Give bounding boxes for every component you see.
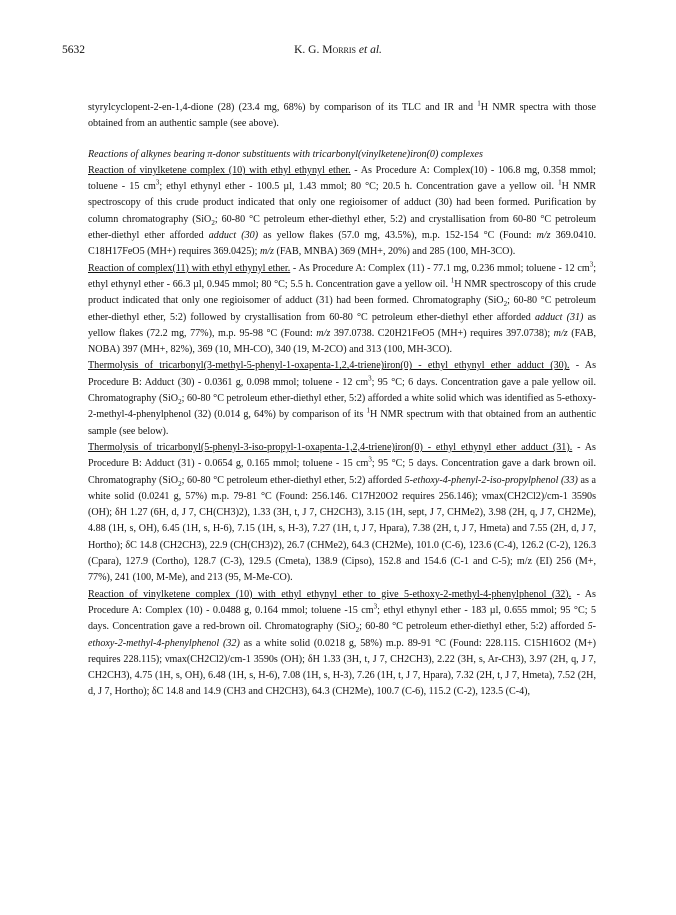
- superscript: 3: [155, 178, 160, 187]
- subscript: 2: [503, 300, 508, 309]
- text-run: H NMR spectrum with that obtained from an authentic sample (see below).: [88, 409, 596, 437]
- paragraph-thermolysis-30: [88, 358, 596, 439]
- page-number: 5632: [62, 44, 85, 56]
- text-run: H NMR spectroscopy of this crude product indicated that only one regioisomer of adduct (30) had been formed. Purification by column chromatography (SiO: [88, 181, 596, 225]
- text-run: ; 60-80 °C petroleum ether-diethyl ether, 5:2) afforded a white solid which was identified as 5-ethoxy-2-methyl-4-phenylphenol (32) (0.014 g, 64%) by comparison of its: [88, 393, 597, 421]
- text-run: - As Procedure A: Complex (11) - 77.1 mg, 0.236 mmol; toluene - 12 cm: [290, 262, 590, 274]
- italic-run: m/z: [553, 327, 568, 339]
- running-head: [62, 44, 614, 56]
- text-run: - As Procedure B: Adduct (30) - 0.0361 g, 0.098 mmol; toluene - 12 cm: [88, 360, 596, 388]
- text-run: ; 60-80 °C petroleum ether-diethyl ether, 5:2) followed by crystallisation from 60-80 °C petroleum ether-diethyl ether afforded: [88, 295, 596, 323]
- text-run: - As Procedure A: Complex (10) - 0.0488 g, 0.164 mmol; toluene -15 cm: [88, 588, 596, 616]
- italic-run: adduct (30): [208, 230, 259, 242]
- text-run: H NMR spectroscopy of this crude product indicated that only one regioisomer of adduct (31) had been formed. Chromatography (SiO: [88, 278, 596, 307]
- superscript: 1: [558, 178, 562, 187]
- text-run: as a white solid (0.0218 g, 58%) m.p. 89-91 °C (Found: 228.115. C15H16O2 (M+) requires 228.115); νmax(CH2Cl2)/cm-1 3590s (OH); δH 1.33 (3H, t, J 7, CH2CH3), 2.22 (3H, s, Ar-CH3), 3.97 (2H, q, J 7, CH2CH3), 4.75 (1H, s, OH), 6.48 (1H, s, H-6), 7.08 (1H, s, H-3), 7.26 (1H, t, J 7, Hpara), 7.32 (2H, t, J 7, Hmeta), 7.52 (2H, d, J 7, Hortho); δC 14.8 and 14.9 (CH3 and CH2CH3), 64.3 (CH2Me), 100.7 (C-6), 115.2 (C-2), 123.5 (C-4),: [88, 637, 596, 698]
- spacer: [88, 133, 596, 147]
- subscript: 2: [355, 626, 360, 635]
- paragraph-phenol-32: [88, 587, 596, 701]
- text-run: as yellow flakes (72.2 mg, 77%), m.p. 95-98 °C (Found:: [88, 311, 596, 339]
- paragraph-title: Thermolysis of tricarbonyl(3-methyl-5-phenyl-1-oxapenta-1,2,4-triene)iron(0) - ethyl ethynyl ether adduct (30).: [88, 360, 570, 372]
- subscript: 2: [178, 479, 182, 488]
- superscript: 3: [368, 455, 372, 464]
- italic-run: 5-ethoxy-2-methyl-4-phenylphenol (32): [88, 621, 597, 649]
- italic-run: m/z: [536, 230, 551, 242]
- italic-run: m/z: [316, 327, 331, 339]
- subscript: 2: [178, 398, 182, 407]
- paragraph-title: Reaction of vinylketene complex (10) with ethyl ethynyl ether.: [88, 164, 351, 176]
- superscript: 3: [368, 374, 372, 383]
- text-run: - As Procedure A: Complex(10) - 106.8 mg, 0.358 mmol; toluene - 15 cm: [88, 164, 596, 193]
- italic-run: m/z: [259, 246, 274, 258]
- paragraph-title: Reaction of complex(11) with ethyl ethynyl ether.: [88, 262, 291, 274]
- text-run: styrylcyclopent-2-en-1,4-dione (28) (23.4 mg, 68%) by comparison of its TLC and IR and: [88, 102, 478, 113]
- text-run: ; 95 °C; 5 days. Concentration gave a dark brown oil. Chromatography (SiO: [88, 458, 596, 486]
- superscript: 1: [366, 406, 370, 415]
- italic-run: 5-ethoxy-4-phenyl-2-iso-propylphenol (33): [404, 474, 578, 486]
- article-body: [88, 100, 596, 701]
- text-run: - As Procedure B: Adduct (31) - 0.0654 g, 0.165 mmol; toluene - 15 cm: [88, 441, 596, 470]
- subscript: 2: [211, 218, 215, 227]
- text-run: ; ethyl ethynyl ether - 66.3 µl, 0.945 mmol; 80 °C; 5.5 h. Concentration gave a yellow oil.: [88, 262, 596, 290]
- superscript: 3: [589, 260, 594, 269]
- text-run: 369.0410. C18H17FeO5 (MH+) requires 369.0425);: [88, 230, 596, 258]
- superscript: 3: [373, 602, 378, 611]
- section-heading: Reactions of alkynes bearing π-donor substituents with tricarbonyl(vinylketene)iron(0) complexes: [88, 148, 483, 160]
- text-run: as yellow flakes (57.0 mg, 43.5%), m.p. 152-154 °C (Found:: [258, 230, 537, 242]
- text-run: H NMR spectra with those obtained from an authentic sample (see above).: [88, 102, 596, 130]
- running-head-authors: K. G. Morris: [294, 44, 357, 56]
- text-run: ; ethyl ethynyl ether - 100.5 µl, 1.43 mmol; 80 °C; 20.5 h. Concentration gave a yellow oil.: [159, 181, 559, 193]
- paragraph-title: Reaction of vinylketene complex (10) with ethyl ethynyl ether to give 5-ethoxy-2-methyl-4-phenylphenol (32).: [88, 588, 572, 600]
- text-run: ; 95 °C; 6 days. Concentration gave a pale yellow oil. Chromatography (SiO: [88, 376, 596, 405]
- paragraph-complex-10: [88, 163, 596, 261]
- running-head-et-al: et al.: [358, 44, 382, 56]
- text-run: ; 60-80 °C petroleum ether-diethyl ether, 5:2) afforded: [181, 474, 405, 486]
- superscript: 1: [450, 276, 455, 285]
- paragraph-thermolysis-31: [88, 440, 596, 587]
- paragraph-intro: [88, 100, 596, 133]
- text-run: ; ethyl ethynyl ether - 183 µl, 0.655 mmol; 95 °C; 5 days. Concentration gave a red-brown oil. Chromatography (SiO: [88, 604, 597, 633]
- paragraph-complex-11: [88, 261, 596, 359]
- paragraph-title: Thermolysis of tricarbonyl(5-phenyl-3-iso-propyl-1-oxapenta-1,2,4-triene)iron(0) - ethyl ethynyl ether adduct (31).: [88, 441, 573, 453]
- text-run: as a white solid (0.0241 g, 57%) m.p. 79-81 °C (Found: 256.146. C17H20O2 requires 256.146); νmax(CH2Cl2)/cm-1 3590s (OH); δH 1.27 (6H, d, J 7, CH(CH3)2), 1.33 (3H, t, J 7, CH2CH3), 3.15 (1H, sept, J 7, CHMe2), 3.98 (2H, q, J 7, CH2Me), 4.88 (1H, s, OH), 6.45 (1H, s, H-6), 7.15 (1H, s, H-3), 7.27 (1H, t, J 7, Hpara), 7.38 (2H, t, J 7, Hmeta) and 7.55 (2H, d, J 7, Hortho); δC 14.8 (CH2CH3), 22.9 (CH(CH3)2), 26.7 (CHMe2), 64.3 (CH2Me), 101.0 (C-6), 123.6 (C-4), 126.2 (C-2), 126.3 (Cpara), 127.9 (Cortho), 128.7 (C-3), 129.5 (Cmeta), 138.9 (Cipso), 152.8 and 154.6 (C-1 and C-5); m/z (EI) 256 (M+, 77%), 241 (100, M-Me), and 213 (95, M-Me-CO).: [88, 474, 597, 584]
- text-run: ; 60-80 °C petroleum ether-diethyl ether, 5:2) afforded: [359, 621, 588, 633]
- text-run: (FAB, NOBA) 397 (MH+, 82%), 369 (10, MH-CO), 340 (19, M-2CO) and 313 (100, MH-3CO).: [88, 327, 596, 356]
- text-run: 397.0738. C20H21FeO5 (MH+) requires 397.0738);: [330, 327, 554, 339]
- text-run: ; 60-80 °C petroleum ether-diethyl ether, 5:2) and crystallisation from 60-80 °C petroleum ether-diethyl ether afforded: [88, 213, 596, 242]
- italic-run: adduct (31): [534, 311, 584, 323]
- superscript: 1: [477, 99, 481, 108]
- page-header: [62, 44, 614, 64]
- text-run: (FAB, MNBA) 369 (MH+, 20%) and 285 (100, MH-3CO).: [273, 246, 516, 258]
